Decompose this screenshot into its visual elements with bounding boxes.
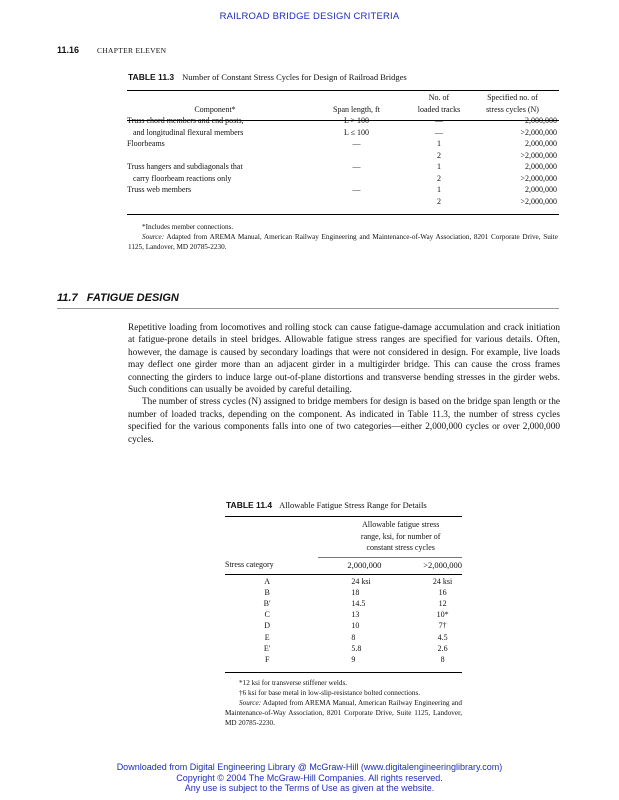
footer-line-1[interactable]: Downloaded from Digital Engineering Library @ McGraw-Hill (www.digitalengineeringlibrary.com) — [116, 762, 503, 772]
table-cell: 8 — [351, 632, 356, 642]
table-row — [127, 184, 559, 196]
table-cell: 16 — [438, 587, 447, 597]
col-head-tracks-2: loaded tracks — [417, 104, 461, 114]
table-cell: F — [264, 654, 270, 664]
table-cell: L > 100 — [343, 116, 370, 125]
table-cell — [303, 196, 410, 208]
table-cell: 5.8 — [351, 643, 362, 653]
table-cell: — — [352, 162, 361, 171]
table-row — [127, 150, 559, 162]
section-body — [128, 322, 560, 446]
table-11-4-notes — [225, 678, 462, 728]
col-head-tracks-1: No. of — [428, 93, 450, 102]
group-header-2: range, ksi, for number of — [360, 531, 441, 541]
table-cell: B — [264, 587, 270, 597]
table-cell: Floorbeams — [127, 139, 165, 148]
col-head-2m: 2,000,000 — [347, 559, 382, 570]
table-row — [225, 609, 462, 620]
table-cell: — — [352, 139, 361, 148]
table-cell: B′ — [263, 598, 271, 608]
group-header-1: Allowable fatigue stress — [362, 520, 440, 529]
table-cell: Truss chord members and end posts, — [127, 116, 244, 125]
table-row — [127, 196, 559, 208]
section-rule — [57, 308, 559, 309]
table-11-3-header-rule — [127, 120, 559, 121]
table-cell: 10* — [436, 610, 449, 620]
table-cell — [303, 150, 410, 162]
table-cell: 1 — [437, 139, 441, 148]
table-row — [225, 598, 462, 609]
table-cell: 7† — [438, 621, 447, 631]
table-cell: 8 — [440, 654, 445, 664]
table-cell: D — [264, 621, 271, 631]
col-head-component: Component* — [194, 104, 236, 114]
paragraph-1: Repetitive loading from locomotives and rolling stock can cause fatigue-damage accumulation and crack initiation at fatigue-prone details in steel bridges. Allowable fatigue stress ranges are specified for various details. Often, however, the damage is caused by secondary loadings that were not considered in design. For example, live loads may deflect one girder more than an adjacent girder in a multigirder bridge. This can cause the cross frames connecting the girders to induce large out-of-plane distortions and transverse bending stresses in the girder webs. Such conditions can usually be avoided by careful detailing. — [128, 323, 560, 396]
table-cell: 1 — [437, 185, 441, 194]
table-cell: 2,000,000 — [525, 162, 557, 171]
table-11-4-caption: Allowable Fatigue Stress Range for Details — [279, 500, 427, 510]
table-11-4-title — [226, 500, 427, 510]
table-row — [127, 173, 559, 185]
table-cell: >2,000,000 — [520, 150, 557, 160]
table-cell: — — [435, 127, 443, 137]
table-11-3-bottom-rule — [127, 214, 559, 215]
col-head-cycles-2 — [468, 104, 559, 116]
source-label-2: Source: — [239, 699, 262, 707]
table-cell: E — [264, 632, 270, 642]
download-footer — [0, 762, 619, 794]
table-cell: 24 ksi — [351, 576, 371, 586]
table-cell: 4.5 — [437, 632, 448, 642]
table-11-4-source — [225, 698, 462, 728]
table-cell: C — [264, 610, 270, 620]
footer-line-2: Copyright © 2004 The McGraw-Hill Companies. All rights reserved. — [176, 772, 443, 783]
group-header-3: constant stress cycles — [366, 543, 435, 552]
table-11-4-group-rule — [318, 557, 462, 558]
table-cell: 14.5 — [351, 598, 366, 608]
table-row — [127, 161, 559, 173]
table-cell: 9 — [351, 654, 356, 664]
section-title: FATIGUE DESIGN — [86, 292, 179, 304]
table-cell: 2,000,000 — [525, 139, 557, 148]
table-cell: 13 — [351, 610, 360, 620]
table-cell: 2.6 — [437, 643, 448, 653]
table-cell: 2 — [437, 173, 441, 183]
table-row — [225, 620, 462, 631]
table-cell: 2 — [437, 150, 441, 160]
table-cell — [303, 173, 410, 185]
table-cell: 2,000,000 — [525, 116, 557, 125]
section-number: 11.7 — [57, 292, 78, 304]
table-row — [225, 576, 462, 587]
table-11-4-bottom-rule — [225, 672, 462, 673]
table-cell: and longitudinal flexural members — [133, 127, 244, 137]
footer-line-3: Any use is subject to the Terms of Use as given at the website. — [184, 783, 435, 793]
table-row — [225, 587, 462, 598]
table-11-3-notes — [128, 222, 558, 252]
table-row — [225, 654, 462, 665]
table-cell: >2,000,000 — [520, 196, 557, 206]
table-row — [127, 138, 559, 150]
table-11-4-footnote-2: †6 ksi for base metal in low-slip-resistance bolted connections. — [239, 689, 421, 697]
col-head-gt2m: >2,000,000 — [423, 559, 462, 570]
table-cell — [127, 150, 303, 162]
table-cell: E′ — [263, 643, 271, 653]
table-11-3-source — [128, 232, 558, 252]
section-heading — [57, 292, 179, 304]
col-head-cycles-1: Specified no. of — [487, 93, 538, 102]
running-header: RAILROAD BRIDGE DESIGN CRITERIA — [219, 11, 400, 22]
table-cell: >2,000,000 — [520, 173, 557, 183]
table-11-3-label: TABLE 11.3 — [128, 72, 175, 82]
col-head-cycles-2-text: stress cycles (N) — [486, 104, 539, 114]
table-cell: 2 — [437, 196, 441, 206]
table-cell: Truss hangers and subdiagonals that — [127, 162, 243, 171]
table-cell — [127, 196, 303, 208]
table-11-4-top-rule — [225, 516, 462, 517]
table-11-4-label: TABLE 11.4 — [226, 500, 273, 510]
table-cell: 1 — [437, 162, 441, 171]
chapter-label: CHAPTER ELEVEN — [97, 46, 167, 55]
table-cell: 2,000,000 — [525, 185, 557, 194]
col-head-category: Stress category — [225, 560, 274, 569]
table-11-4 — [225, 519, 462, 665]
table-cell: 18 — [351, 587, 360, 597]
table-cell: 10 — [351, 621, 360, 631]
table-cell: — — [352, 185, 361, 194]
table-row — [225, 643, 462, 654]
source-text: Adapted from AREMA Manual, American Railway Engineering and Maintenance-of-Way Association, 8201 Corporate Drive, Suite 1125, Landover, MD 20785-2230. — [128, 233, 558, 251]
col-head-span: Span length, ft — [333, 104, 380, 114]
source-text-2: Adapted from AREMA Manual, American Railway Engineering and Maintenance-of-Way Association, 8201 Corporate Drive, Suite 1125, Landover, MD 20785-2230. — [225, 699, 462, 727]
table-row — [225, 632, 462, 643]
table-11-3-title — [128, 72, 407, 82]
table-row — [127, 127, 559, 139]
table-cell: carry floorbeam reactions only — [133, 173, 232, 183]
page-number: 11.16 — [57, 45, 80, 55]
source-label: Source: — [142, 233, 165, 241]
table-11-3-caption: Number of Constant Stress Cycles for Design of Railroad Bridges — [182, 72, 407, 82]
table-11-3-footnote: *Includes member connections. — [142, 223, 234, 231]
table-11-3-top-rule — [127, 90, 559, 91]
table-cell: A — [264, 576, 271, 586]
table-cell: >2,000,000 — [520, 127, 557, 137]
paragraph-2: The number of stress cycles (N) assigned to bridge members for design is based on the bridge span length or the number of loaded tracks, depending on the component. As indicated in Table 11.3, the number of stress cycles specified for the various components falls into one of two categories—either 2,000,000 cycles or over 2,000,000 cycles. — [128, 397, 560, 445]
table-11-4-header-rule — [225, 574, 462, 575]
table-cell: 24 ksi — [432, 576, 453, 586]
table-11-3 — [127, 92, 559, 207]
table-cell: Truss web members — [127, 185, 192, 194]
table-11-4-footnote-1: *12 ksi for transverse stiffener welds. — [239, 679, 348, 687]
table-cell: — — [435, 116, 443, 125]
table-cell: L ≤ 100 — [344, 127, 369, 137]
table-cell: 12 — [438, 598, 447, 608]
